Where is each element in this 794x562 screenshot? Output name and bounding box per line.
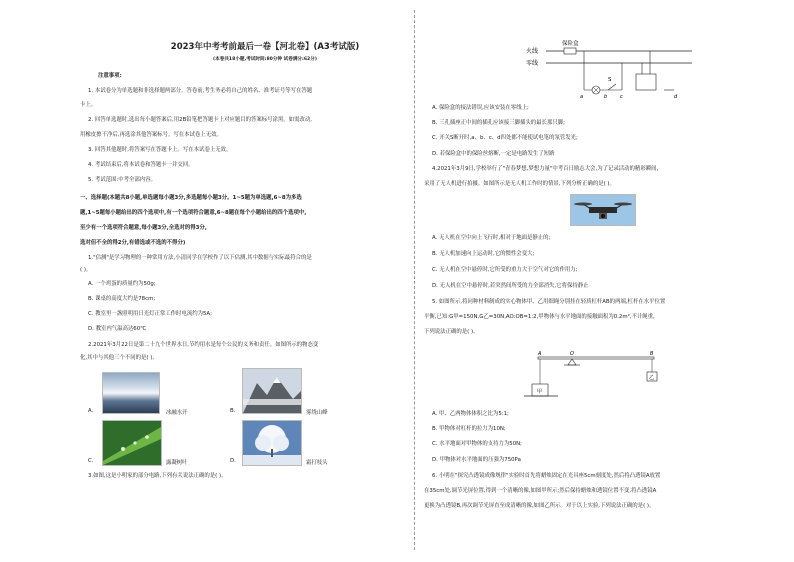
q1-stem: ( )。	[80, 267, 92, 273]
melting-ice-image	[102, 372, 160, 414]
dewy-leaf-image	[102, 420, 162, 466]
q5-option-c: C. 水平地面对甲物体的支持力为50N;	[432, 441, 522, 447]
svg-text:O: O	[570, 351, 574, 357]
exam-title: 2023年中考考前最后一卷【河北卷】(A3考试版)	[170, 42, 360, 52]
q4-stem: 4.2021年3月9日,学校举行了"青春梦想,梦想力量"中考百日励志大会,为了记录活动的精彩瞬间,	[432, 166, 659, 172]
q5-option-a: A. 甲、乙两物体体积之比为5:1;	[432, 411, 509, 417]
q3-option-d: D. 若保险盒中的保险丝熔断,一定是电路发生了短路	[432, 151, 555, 157]
section1-line: 题,1~5题每小题给出的四个选项中,有一个选项符合题意,6~8题在每个小题给出的四个选项中,	[80, 210, 307, 216]
svg-text:甲: 甲	[537, 389, 543, 395]
q3-option-a: A. 保险盒的接法错误,应该安装在零线上;	[432, 105, 529, 111]
svg-text:火线: 火线	[526, 48, 539, 55]
q6-stem: 在35cm处,调节光屏位置,得到一个清晰的像,如图甲所示;然后保持蜡烛和透镜位置不变,将凸透镜A	[424, 488, 657, 494]
q1-stem: 1."估测"是学习物理的一种常用方法,小清同学在学校作了以下估测,其中数据与实际最符合的是	[88, 255, 312, 261]
left-column	[80, 0, 410, 562]
q5-option-d: D. 甲物体对水平地面的压强为750Pa	[432, 457, 521, 463]
q4-stem: 采用了无人机进行拍摄。如图所示是无人机工作时的情景,下列分析正确的是( )。	[424, 181, 615, 187]
notes-heading: 注意事项:	[98, 73, 122, 79]
q1-option-c: C. 教室里一盏照明用日光灯正常工作时电流约为5A;	[88, 311, 212, 317]
q2-option-b-letter: B.	[230, 408, 236, 414]
svg-text:零线: 零线	[526, 60, 539, 67]
svg-text:d: d	[674, 94, 678, 100]
q2-stem: 化,其中与其他三个不同的是( )。	[80, 355, 158, 361]
note-line: 1. 本试卷分为单选题和非选择题两部分。答卷前,考生务必将自己的姓名、准考证号等写在答题	[88, 88, 313, 94]
note-line: 用橡皮擦干净后,再选涂其他答案标号。写在本试卷上无效。	[80, 132, 222, 138]
q5-stem: 5. 如图所示,将同种材料制成的实心物体甲、乙用细绳分别挂在轻质杠杆AB的两端,杠杆在水平位置	[432, 299, 666, 305]
note-line: 卡上。	[80, 102, 97, 108]
q2-stem: 2.2021年3月22日是第二十九个世界水日,节约用水是每个公民的义务和责任。如图所示的物态变	[88, 342, 319, 348]
note-line: 5. 考试范围:中考全部内容。	[88, 177, 156, 183]
q2-option-d-caption: 霜打枝头	[306, 460, 328, 466]
svg-text:B: B	[650, 351, 654, 357]
q6-stem: 6. 小明在"探究凸透镜成像规律"实验时首先将蜡烛固定在光具座5cm刻度处,然后将凸透镜A放置	[432, 473, 661, 479]
exam-subtitle: (本卷共18小题,考试时间:80分钟 试卷满分:62分)	[213, 57, 317, 62]
column-divider	[414, 10, 415, 550]
q5-stem: 下列说法正确的是( )。	[424, 329, 479, 335]
svg-text:b: b	[604, 94, 608, 100]
mountain-fog-image	[242, 368, 302, 414]
section1-line: 至少有一个选项符合题意,每小题3分,全选对的得3分,	[80, 225, 207, 231]
q2-option-d-letter: D.	[230, 458, 236, 464]
q3-option-c: C. 开关S断开时,a、b、c、d四处都不能使试电笔的氖管发光;	[432, 135, 578, 141]
q4-option-b: B. 无人机加速向上运动时,它的惯性会变大;	[432, 251, 535, 257]
q5-option-b: B. 甲物体对杠杆的拉力为10N;	[432, 426, 506, 432]
svg-text:S: S	[608, 77, 612, 83]
svg-text:保险盒: 保险盒	[562, 41, 579, 47]
note-line: 4. 考试结束后,将本试卷和答题卡一并交回。	[88, 162, 194, 168]
svg-text:c: c	[620, 94, 623, 100]
q1-option-b: B. 课桌的高度大约是78cm;	[88, 296, 156, 302]
q5-stem: 平衡,已知:G甲=150N,G乙=30N,AO:OB=1:2,甲物体与水平地面的接触面积为0.2m²,不计绳重,	[424, 314, 655, 320]
q4-option-c: C. 无人机在空中悬停时,它所受的重力大于空气对它的作用力;	[432, 267, 578, 273]
q1-option-a: A. 一个鸡蛋的质量约为50g;	[88, 281, 156, 287]
drone-image	[570, 194, 636, 226]
q3-stem: 3.如图,这是小明家的部分电路,下列有关说法正确的是( )。	[88, 473, 227, 479]
svg-text:a: a	[580, 94, 584, 100]
q2-option-c-letter: C.	[88, 458, 94, 464]
lever-diagram	[524, 348, 674, 404]
section1-line: 一、选择题(本题共8小题,单选题每小题3分,多选题每小题3分。1~5题为单选题,6~8为多选	[80, 195, 302, 201]
note-line: 3. 回答其他题时,将答案写在答题卡上。写在本试卷上无效。	[88, 147, 232, 153]
q1-option-d: D. 教室内气温高达60℃	[88, 326, 147, 332]
section1-line: 选对但不全的得2分,有错选或不选的不得分)	[80, 240, 186, 246]
frosted-tree-image	[242, 420, 302, 466]
q4-option-a: A. 无人机在空中向上飞行时,相对于地面是静止的;	[432, 235, 551, 241]
q2-option-a-letter: A.	[88, 408, 94, 414]
svg-text:A: A	[538, 351, 542, 357]
q2-option-b-caption: 雾绕山峰	[306, 410, 328, 416]
note-line: 2. 回答单选题时,选出每小题答案后,用2B铅笔把答题卡上对应题目的答案标号涂黑。如需改动,	[88, 117, 312, 123]
right-column	[424, 0, 756, 562]
q2-option-c-caption: 露凝树叶	[166, 460, 188, 466]
svg-text:乙: 乙	[649, 375, 655, 381]
q6-stem: 更换为凸透镜B,再次调节光屏直至成清晰的像,如图乙所示。对于以上实验,下列说法正确的是( )。	[424, 503, 655, 509]
q2-option-a-caption: 冰融水开	[166, 410, 188, 416]
q4-option-d: D. 无人机在空中悬停时,若突然间所受的力全部消失,它将保持静止	[432, 283, 589, 289]
q3-option-b: B. 三孔插座正中间的插孔应该接三脚插头的最长那只脚;	[432, 120, 565, 126]
home-circuit-diagram	[524, 38, 694, 100]
